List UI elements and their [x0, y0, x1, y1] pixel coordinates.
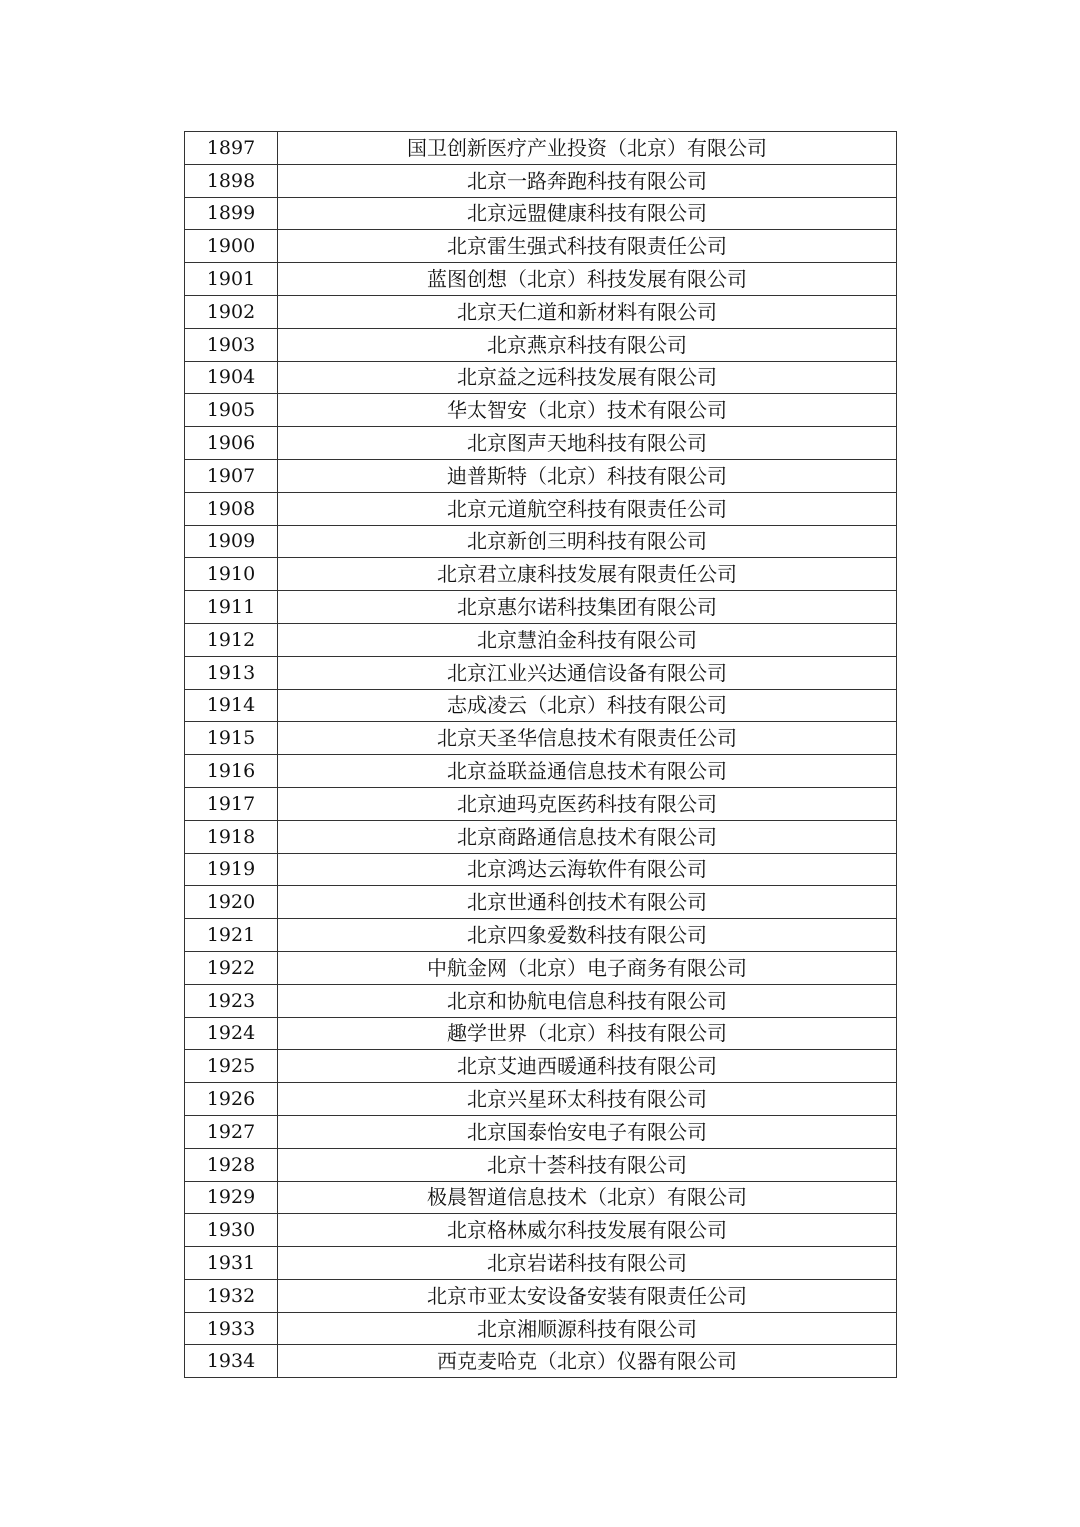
table-row [185, 623, 897, 656]
table-row [185, 689, 897, 722]
row-number: 1924 [185, 1017, 278, 1050]
row-number: 1918 [185, 820, 278, 853]
table-row [185, 230, 897, 263]
row-number: 1933 [185, 1312, 278, 1345]
company-name: 北京十荟科技有限公司 [278, 1148, 897, 1181]
table-row [185, 492, 897, 525]
company-name: 迪普斯特（北京）科技有限公司 [278, 459, 897, 492]
row-number: 1919 [185, 853, 278, 886]
company-name: 北京雷生强式科技有限责任公司 [278, 230, 897, 263]
company-name: 蓝图创想（北京）科技发展有限公司 [278, 263, 897, 296]
company-name: 北京元道航空科技有限责任公司 [278, 492, 897, 525]
company-name: 北京世通科创技术有限公司 [278, 886, 897, 919]
row-number: 1907 [185, 459, 278, 492]
table-row [185, 164, 897, 197]
company-list-table [184, 131, 897, 1378]
company-name: 北京天圣华信息技术有限责任公司 [278, 722, 897, 755]
table-row [185, 951, 897, 984]
table-row [185, 591, 897, 624]
row-number: 1920 [185, 886, 278, 919]
table-row [185, 197, 897, 230]
table-row [185, 295, 897, 328]
row-number: 1932 [185, 1279, 278, 1312]
row-number: 1921 [185, 919, 278, 952]
company-name: 北京图声天地科技有限公司 [278, 427, 897, 460]
company-name: 北京慧泊金科技有限公司 [278, 623, 897, 656]
company-name: 志成凌云（北京）科技有限公司 [278, 689, 897, 722]
row-number: 1902 [185, 295, 278, 328]
table-row [185, 394, 897, 427]
table-row [185, 886, 897, 919]
row-number: 1930 [185, 1214, 278, 1247]
table-row [185, 361, 897, 394]
company-name: 北京岩诺科技有限公司 [278, 1247, 897, 1280]
company-name: 北京惠尔诺科技集团有限公司 [278, 591, 897, 624]
company-name: 北京兴星环太科技有限公司 [278, 1083, 897, 1116]
company-name: 中航金网（北京）电子商务有限公司 [278, 951, 897, 984]
table-row [185, 132, 897, 165]
row-number: 1909 [185, 525, 278, 558]
row-number: 1900 [185, 230, 278, 263]
row-number: 1928 [185, 1148, 278, 1181]
table-body [185, 132, 897, 1378]
row-number: 1923 [185, 984, 278, 1017]
row-number: 1908 [185, 492, 278, 525]
table-row [185, 1050, 897, 1083]
row-number: 1922 [185, 951, 278, 984]
table-row [185, 1312, 897, 1345]
table-row [185, 919, 897, 952]
row-number: 1910 [185, 558, 278, 591]
row-number: 1906 [185, 427, 278, 460]
row-number: 1901 [185, 263, 278, 296]
company-name: 北京燕京科技有限公司 [278, 328, 897, 361]
company-name: 北京远盟健康科技有限公司 [278, 197, 897, 230]
company-name: 北京艾迪西暖通科技有限公司 [278, 1050, 897, 1083]
company-name: 北京江业兴达通信设备有限公司 [278, 656, 897, 689]
table-row [185, 1247, 897, 1280]
row-number: 1929 [185, 1181, 278, 1214]
company-name: 北京新创三明科技有限公司 [278, 525, 897, 558]
company-name: 北京市亚太安设备安装有限责任公司 [278, 1279, 897, 1312]
table-row [185, 1017, 897, 1050]
company-name: 北京国泰怡安电子有限公司 [278, 1115, 897, 1148]
table-row [185, 1214, 897, 1247]
row-number: 1925 [185, 1050, 278, 1083]
row-number: 1904 [185, 361, 278, 394]
row-number: 1913 [185, 656, 278, 689]
table-row [185, 787, 897, 820]
company-name: 趣学世界（北京）科技有限公司 [278, 1017, 897, 1050]
company-name: 北京君立康科技发展有限责任公司 [278, 558, 897, 591]
company-name: 北京格林威尔科技发展有限公司 [278, 1214, 897, 1247]
table-row [185, 328, 897, 361]
row-number: 1903 [185, 328, 278, 361]
table-row [185, 558, 897, 591]
company-name: 西克麦哈克（北京）仪器有限公司 [278, 1345, 897, 1378]
company-name: 北京迪玛克医药科技有限公司 [278, 787, 897, 820]
row-number: 1899 [185, 197, 278, 230]
table-row [185, 1115, 897, 1148]
row-number: 1927 [185, 1115, 278, 1148]
table-row [185, 263, 897, 296]
row-number: 1926 [185, 1083, 278, 1116]
table-row [185, 1083, 897, 1116]
row-number: 1916 [185, 755, 278, 788]
table-row [185, 820, 897, 853]
company-name: 北京湘顺源科技有限公司 [278, 1312, 897, 1345]
company-name: 国卫创新医疗产业投资（北京）有限公司 [278, 132, 897, 165]
table-row [185, 656, 897, 689]
row-number: 1934 [185, 1345, 278, 1378]
table-row [185, 525, 897, 558]
company-name: 北京益之远科技发展有限公司 [278, 361, 897, 394]
company-name: 北京和协航电信息科技有限公司 [278, 984, 897, 1017]
row-number: 1912 [185, 623, 278, 656]
table-row [185, 1279, 897, 1312]
company-name: 北京商路通信息技术有限公司 [278, 820, 897, 853]
row-number: 1915 [185, 722, 278, 755]
company-name: 北京天仁道和新材料有限公司 [278, 295, 897, 328]
table-row [185, 853, 897, 886]
company-name: 北京鸿达云海软件有限公司 [278, 853, 897, 886]
company-name: 华太智安（北京）技术有限公司 [278, 394, 897, 427]
company-name: 北京四象爱数科技有限公司 [278, 919, 897, 952]
row-number: 1917 [185, 787, 278, 820]
table-row [185, 984, 897, 1017]
table-row [185, 459, 897, 492]
table-row [185, 1148, 897, 1181]
row-number: 1897 [185, 132, 278, 165]
row-number: 1905 [185, 394, 278, 427]
company-name: 极晨智道信息技术（北京）有限公司 [278, 1181, 897, 1214]
table-row [185, 427, 897, 460]
row-number: 1914 [185, 689, 278, 722]
row-number: 1898 [185, 164, 278, 197]
company-name: 北京一路奔跑科技有限公司 [278, 164, 897, 197]
table-row [185, 722, 897, 755]
table-row [185, 755, 897, 788]
table-row [185, 1345, 897, 1378]
company-name: 北京益联益通信息技术有限公司 [278, 755, 897, 788]
row-number: 1931 [185, 1247, 278, 1280]
row-number: 1911 [185, 591, 278, 624]
table-row [185, 1181, 897, 1214]
